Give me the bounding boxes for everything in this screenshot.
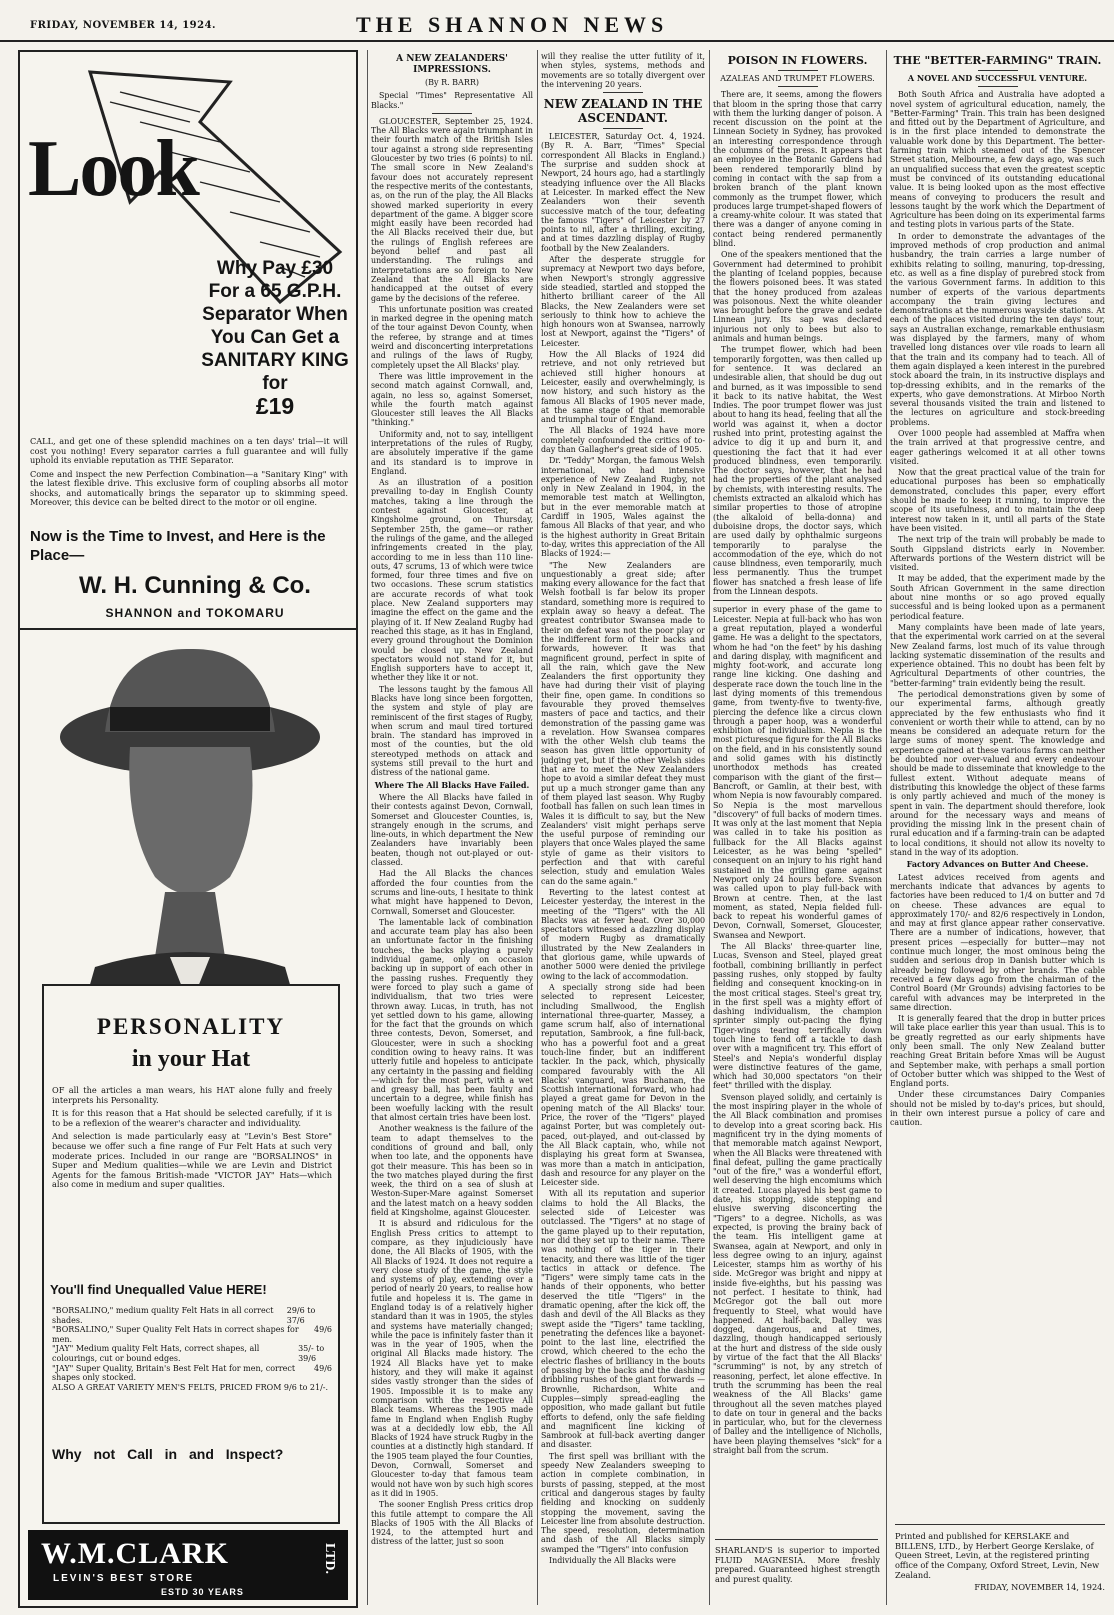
- article-paragraph: LEICESTER, Saturday Oct. 4, 1924. (By R. A. Barr, "Times" Special correspondent All Blacks in England.) The surprise and sudden shock at Newport, 24 hours ago, had a startlingly steadying influence over the All Blacks at Leicester. In marked effect the New Zealanders won their seventh successive match of the tour, defeating the famous "Tigers" of Leicester by 27 points to nil, after a thrilling, exciting, and at times dazzling display of Rugby football by the New Zealanders.: [541, 132, 705, 253]
- price-item: ALSO A GREAT VARIETY MEN'S FELTS, PRICED FROM 9/6 to 21/-.: [52, 1382, 329, 1392]
- article-paragraph: Many complaints have been made of late years, that the experimental work carried on at the several New Zealand farms, lost much of its value through lacking systematic dissemination of the results and experience obtained. This no doubt has been felt by Agricultural Departments of other countries, the "better-farming" train evidently being the result.: [890, 622, 1105, 688]
- divider: [895, 1524, 1105, 1525]
- company-name: W. H. Cunning & Co.: [79, 572, 311, 599]
- price-row: [52, 1344, 332, 1363]
- ad-paragraph: It is for this reason that a Hat should be selected carefully, if it is to be a reflexion of the wearer's character and individuality.: [52, 1108, 332, 1128]
- hat-ad-body: [52, 1086, 332, 1194]
- article-paragraph: After the desperate struggle for supremacy at Newport two days before, when Newport's strongly aggressive side steadied, startled and stopped the hitherto brilliant career of the All Blacks, the New Zealanders were set seriously to think how to achieve the high honours won at Swansea, narrowly lost at Newport, against the "Tigers" of Leicester.: [541, 255, 705, 348]
- article-paragraph: There are, it seems, among the flowers that bloom in the spring those that carry with them the lurking danger of poison. A recent discussion on the point at the Linnean Society in Sydney, has provoked an interesting correspondence through the columns of the press. It appears that an employee in the Botanic Gardens had been rendered temporarily blind by coming in contact with the sap from a broken branch of the plant known commonly as the trumpet flower, which produces large trumpet-shaped flowers of a creamy-white colour. It was stated that there was a danger of anyone coming in contact being rendered permanently blind.: [713, 90, 882, 249]
- ad-paragraph: And selection is made particularly easy at "Levin's Best Store" because we offer such a fine range of Fur Felt Hats at such very moderate prices. Included in our range are "BORSALINOS" in Super and Medium qualities—while we are Levin and District Agents for the famous British-made "VICTOR JAY" Hats—which also come in medium and super qualities.: [52, 1131, 332, 1190]
- look-headline: Look: [28, 125, 198, 213]
- article-paragraph: A specially strong side had been selected to represent Leicester, including Smallwood, the English international three-quarter, Massey, a game scrum half, also of international reputation, Sambrook, a fine full-back, who has a powerful foot and a great touch-line finder, but an indifferent tackler. In the pack, which, physically compared favourably with the All Blacks' vanguard, was Buchanan, the Scottish international forward, who had played a great game for Devon in the opening match of the All Blacks' tour. Price, the rover of the "Tigers" played against Porter, but was completely out-paced, out-played, and out-classed by the All Black captain, who, while not displaying his great form at Swansea, was more than a match in anticipation, dash and resource for any player on the Leicester side.: [541, 982, 705, 1188]
- article-paragraph: Reverting to the latest contest at Leicester yesterday, the interest in the meeting of the "Tigers" with the All Blacks was at fever heat. Over 30,000 spectators witnessed a dazzling display of modern Rugby as dramatically illustrated by the New Zealanders in that glorious game, while upwards of another 5000 were denied the privilege owing to the lack of accommodation.: [541, 887, 705, 981]
- article-paragraph: The lamentable lack of combination and accurate team play has also been an unfortunate factor in the finishing touches, the backs playing a purely individual game, only on occasion backing up in support of each other in the passing rushes. Frequently they were forced to play such a game of individualism, that two tries were thrown away. Lucas, in truth, has not yet settled down to his game, allowing for the fact that the grounds on which three contests, Devon, Somerset, and Gloucester, were in such a shocking condition owing to heavy rains. It was utterly futile and hopeless to anticipate any certainty in the passing and fielding—which for the most part, with a wet and greasy ball, has been faulty and uncertain to a degree, while finish has been woefully lacking with the result that almost certain tries have been lost.: [371, 917, 533, 1123]
- divider: [778, 70, 818, 71]
- publisher-imprint: [895, 1532, 1105, 1592]
- price-row: [52, 1325, 332, 1344]
- price-row: [52, 1383, 332, 1393]
- article-dek: Special "Times" Representative All Blacks.": [371, 91, 533, 110]
- article-headline: A NEW ZEALANDERS' IMPRESSIONS.: [396, 54, 508, 75]
- price-row: [52, 1306, 332, 1325]
- article-paragraph: Another weakness is the failure of the team to adapt themselves to the conditions of ground and ball, only when too late, and the opponents have got their measure. This has been so in the two matches played during the first week, the third on a sea of slush at Weston-Super-Mare against Somerset and the latest match on a heavy sodden field at Kingsholme, against Gloucester.: [371, 1124, 533, 1218]
- divider: [603, 92, 643, 93]
- store-name: W.M.CLARK: [41, 1537, 229, 1570]
- article-paragraph: This unfortunate position was created in marked degree in the opening match of the tour against Devon County, when the referee, by strange and at times weird and disconcerting interpretations and rulings of the laws of Rugby, completely upset the All Blacks' play.: [371, 304, 533, 370]
- divider: [715, 1539, 878, 1540]
- article-paragraph: The periodical demonstrations given by some of our experimental farms, although greatly appreciated by the few enthusiasts who find it convenient or worth their while to attend, can by no means be considered an adequate return for the large sums of money spent. The knowledge and experience gained at these various farms can neither be doubted nor over-valued and every endeavour should be made to disseminate that knowledge to the fullest extent. Without adequate means of distributing this knowledge the object of these farms is only partly achieved and much of the money is spent in vain. The department should therefore, look around for the necessary ways and means of providing the missing link in the present chain of rural education and if a farming-train can be adapted to local conditions, it should not allow its novelty to stand in the way of its adoption.: [890, 690, 1105, 858]
- divider: [978, 86, 1018, 87]
- magnesia-advert: SHARLAND'S is superior to imported FLUID MAGNESIA. More freshly prepared. Guaranteed highest strength and purest quality.: [715, 1545, 880, 1584]
- article-paragraph: It is generally feared that the drop in butter prices will take place earlier this year than usual. This is to be greatly regretted as our early shipments have only been small. The only New Zealand butter reaching Great Britain before Xmas will be August and September make, with perhaps a small portion of October butter which was shipped to the West of England ports.: [890, 1014, 1105, 1089]
- advertisement-panel: [18, 50, 358, 1608]
- invest-line: Now is the Time to Invest, and Here is the Place—: [30, 528, 326, 564]
- imprint-date: FRIDAY, NOVEMBER 14, 1924.: [974, 1581, 1105, 1592]
- article-subhead: A NOVEL AND SUCCESSFUL VENTURE.: [907, 73, 1088, 83]
- article-paragraph: In order to demonstrate the advantages of the improved methods of crop production and animal husbandry, the train carries a large number of exhibits relating to soiling, manuring, top-dressing, etc. as well as a fine display of purebred stock from the various Government farms. In addition to this number of experts of the various departments accompany the train giving lectures and demonstrations at the numerous wayside stations. At each of the places visited during the ten days' tour, says an Australian exchange, remarkable enthusiasm was displayed by the farmers, many of whom travelled long distances over vile roads to learn all that the train and its company had to teach. All of them again displayed a keen interest in the purebred stock aboard the train, in its instructive displays and top-dressing exhibits, and in the remarks of the experts, who gave demonstrations. At Mirboo North several thousands visited the train and listened to the lectures on agriculture and stock-breeding problems.: [890, 231, 1105, 427]
- article-paragraph: Latest advices received from agents and merchants indicate that advances by agents to factories have been reduced to 1/4 on butter and 7d on cheese. These advances are equal to approximately 170/- and 82/6 respectively in London, and may at first glance appear rather conservative. There are a number of indications, however, that present prices —especially for butter—may not continue much longer, the most ominous being the sudden and serious drop in Danish butter which is already being followed by other brands. The cable received a few days ago from the chairman of the Control Board (Mr Grounds) advising factories to be careful with advances may be interpreted in the same direction.: [890, 872, 1105, 1012]
- article-paragraph: Over 1000 people had assembled at Maffra when the train arrived at that progressive centre, and eager gatherings welcomed it at all other towns visited.: [890, 428, 1105, 466]
- newspaper-title: THE SHANNON NEWS: [356, 12, 669, 37]
- divider: [603, 128, 643, 129]
- article-headline: THE "BETTER-FARMING" TRAIN.: [893, 54, 1102, 67]
- article-subhead: Factory Advances on Butter And Cheese.: [906, 859, 1089, 870]
- article-paragraph: The trumpet flower, which had been temporarily forgotten, was then called up for sentence. It was declared an undesirable alien, that should be dug out and burned, as it was impossible to send it back to its native habitat, the West Indies. The poor trumpet flower was just about to hang its head, feeling that all the world was against it, when a doctor rushed into print, protesting against the advice to dig it up and burn it, and questioning the fact that it had ever produced blindness, even temporarily. The doctor says, however, that he had had the properties of the plant analysed by chemists, with interesting results. The chemists extracted an alkaloid which has similar properties to those of atropine (the alkaloid of bella-donna) and duboisine drops, the doctor says, which are used daily by ophthalmic surgeons temporarily to paralyse the accommodation of the eye, which do not cause blindness, even temporarily, much less permanently. Thus the trumpet flower has snatched a fresh lease of life from the Linnean despots.: [713, 345, 882, 597]
- article-paragraph: The All Blacks of 1924 have more completely confounded the critics of to-day than Gallagher's great side of 1905.: [541, 426, 705, 454]
- article-paragraph: It is absurd and ridiculous for the English Press critics to attempt to compare, as they injudiciously have done, the All Blacks of 1905, with the All Blacks of 1924. It does not require a very close study of the game, the style and systems of play, extending over a period of nearly 20 years, to realise how futile and hopeless it is. The game in England today is of a relatively higher standard than it was in 1905, the styles and systems have materially changed; while the pace is infinitely faster than it was in the year of 1905, when the original All Blacks made history. The 1924 All Blacks have yet to make history, and they will make it against sides vastly stronger than the sides of 1905. Impossible it is to make any comparison with the respective All Black teams. Whereas the 1905 made fame in England when English Rugby was at a decidedly low ebb, the All Blacks of 1924 have struck Rugby in the counties at a distinctly high standard. If the 1905 team played the four Counties, Devon, Cornwall, Somerset and Gloucester to-day that famous team would not have won by such high scores as it did in 1905.: [371, 1219, 533, 1498]
- article-paragraph: There was little improvement in the second match against Cornwall, and, again, no less so, against Somerset, while the fourth match against Gloucester still leaves the All Blacks "thinking.": [371, 371, 533, 428]
- article-lead-in: will they realise the utter futility of it, when styles, systems, methods and movements are so totally divergent over the intervening 20 years.: [541, 52, 705, 89]
- article-paragraph: Both South Africa and Australia have adopted a novel system of agricultural education, namely, the "Better-Farming" Train. This train has been designed and fitted out by the Department of Agriculture, and is in the first place intended to demonstrate the valuable work done by this Department. The better-farming train which steamed out of the Spencer Street station, Melbourne, a few days ago, was such an unqualified success that even the greatest sceptic must be convinced of its outstanding educational value. It is being looked upon as the most effective means of conveying to producers the result and lessons taught by the work which the Department of Agriculture has been doing on its experimental farms and testing plots in various parts of the State.: [890, 90, 1105, 230]
- article-paragraph: "The New Zealanders are unquestionably a great side; after making every allowance for the fact that Welsh football is far below its proper standard, something more is required to explain away so heavy a defeat. The greatest contributor Swansea made to their on defeat was not the poor play or the indifferent form of their backs and forwards, however. It was that magnificent ground, perfect in spite of all the rain, which gave the New Zealanders the first opportunity they have had during their visit of playing their fine, open game. In conditions so favourable they proved themselves masters of pace and tactics, and their demonstration of the passing game was a revelation. How Swansea compares with the other Welsh club teams the season has given little opportunity of judging yet, but if the other Welsh sides that are to meet the New Zealanders hope to avoid a similar defeat they must put up a much stronger game than any of them played last season. Why Rugby football has fallen on such lean times in Wales it is difficult to say, but the New Zealanders' visit might perhaps serve the useful purpose of reminding our players that once Wales played the same style of game as their visitors to perfection and that with careful selection, study and emulation Wales can do the same again.": [541, 560, 705, 886]
- divider: [20, 628, 356, 630]
- article-paragraph: The All Blacks' three-quarter line, Lucas, Svenson and Steel, played great football, combining brilliantly in perfect passing rushes, only stopped by faulty fielding and consequent knocking-on in the most critical stages. Steel's great try, in the first spell was a mighty effort of dashing individualism, the champion sprinter simply out-pacing the flying Tiger-wings tearing terrifically down touch line to fend off a tackle to dash over with a magnificent try. This effort of Steel's and Nepia's wonderful display were distinctive features of the game, which had 30,000 spectators "on their feet" thrilled with the display.: [713, 942, 882, 1091]
- company-locations: SHANNON and TOKOMARU: [105, 606, 285, 620]
- article-paragraph: Had the All Blacks the chances afforded the four counties from the scrums and line-outs, I hesitate to think what might have happened to Devon, Cornwall, Somerset and Gloucester.: [371, 869, 533, 916]
- article-headline: POISON IN FLOWERS.: [727, 54, 868, 67]
- article-paragraph: The next trip of the train will probably be made to South Gippsland districts early in November. Afterwards portions of the Western district will be visited.: [890, 535, 1105, 573]
- column-rule: [886, 50, 887, 1605]
- divider: [778, 86, 818, 87]
- article-paragraph: Now that the great practical value of the train for educational purposes has been so emphatically demonstrated, concludes this paper, every effort should be made to keep it running, to improve the scope of its usefulness, and to maintain the deep interest now taken in it, until all parts of the State have been visited.: [890, 468, 1105, 533]
- article-paragraph: It may be added, that the experiment made by the South African Government in the same direction about nine months or so ago proved equally successful and is being looked upon as a permanent periodical feature.: [890, 574, 1105, 621]
- article-subhead: AZALEAS AND TRUMPET FLOWERS.: [720, 74, 875, 83]
- article-byline: (By R. BARR): [425, 78, 479, 87]
- article-paragraph: The sooner English Press critics drop this futile attempt to compare the All Blacks of 1905 with the All Blacks of 1924, to the attempted hurt and distress of the latter, just so soon: [371, 1500, 533, 1547]
- value-heading: You'll find Unequalled Value HERE!: [50, 1282, 267, 1297]
- price-value: 35/- to 39/6: [298, 1344, 325, 1363]
- article-paragraph: Uniformity and, not to say, intelligent interpretations of the rules of Rugby, are absolutely imperative if the game and its standard is to improve in England.: [371, 429, 533, 476]
- price-value: 29/6 to 37/6: [286, 1306, 316, 1325]
- article-nz-ascendant: [541, 52, 705, 1612]
- price-item: "BORSALINO," medium quality Felt Hats in all correct shades.: [52, 1306, 274, 1325]
- article-paragraph: Individually the All Blacks were: [549, 1556, 676, 1566]
- article-paragraph: With all its reputation and superior claims to hold the All Blacks, the selected side of Leicester was outclassed. The "Tigers" at no stage of the game played up to their reputation, nor did they set up to their name. There was nothing of the tiger in their tenacity, and there was little of the tiger tactics in attack or defence. The "Tigers" were simply tame cats in the hands of their opponents, who better deserved the title "Tigers" in the dramatic opening, after the kick off, the dash and devil of the All Blacks as they swept aside the "Tigers" tame tackling, penetrating the defences like a bayonet-point to the last line, electrified the crowd, which cheered to the echo the electric flashes of brilliancy in the bouts of passing by the backs and the dashing dribbling rushes of the giant forwards —Brownlie, Richardson, White and Cupples—simply spread-eagling the opposition, who made gallant but futile efforts to defend, only the safe fielding and magnificent line kicking of Sambrook at full-back averting danger and disaster.: [541, 1189, 705, 1450]
- hat-price-list: [52, 1306, 332, 1392]
- hat-ad-subtitle: in your Hat: [131, 1046, 251, 1072]
- column-rule: [709, 50, 710, 1605]
- divider: [432, 113, 472, 114]
- article-paragraph: How the All Blacks of 1924 did retrieve, and not only retrieved but achieved still higher honours at Leicester, easily and overwhelmingly, is now history, and such history as the famous All Blacks of 1905 never made, at the same stage of that memorable and triumphal tour of England.: [541, 350, 705, 425]
- price-value: 49/6: [314, 1363, 332, 1373]
- price-item: "JAY" Super Quality, Britain's Best Felt Hat for men, correct shapes only stocked.: [52, 1363, 296, 1383]
- article-paragraph: One of the speakers mentioned that the Government had determined to prohibit the planting of Iceland poppies, because the flowers poisoned bees. It was stated that the honey produced from azaleas was poisonous. Next the white oleander was brought before the grave and sedate Linnean jury. Its sap was declared injurious not only to bees but also to animals and human beings.: [713, 250, 882, 344]
- article-paragraph: The first spell was brilliant with the speedy New Zealanders sweeping to action in complete combination, in bursts of passing, stepped, at the most critical and dangerous stages by faulty fielding and knocking on suddenly stopping the movement, saving the Leicester line from absolute destruction. The speed, resolution, determination and dash of the All Blacks simply swamped the "Tigers" into confusion: [541, 1451, 705, 1554]
- imprint-text: Printed and published for KERSLAKE and BILLENS, LTD., by Herbert George Kerslake, of Queen Street, Levin, at the registered printing office of the Company, Oxford Street, Levin, New Zealand.: [895, 1531, 1100, 1580]
- column-rule: [537, 50, 538, 1605]
- offer-line: You Can Get a: [210, 327, 340, 348]
- hat-ad-title: PERSONALITY: [96, 1014, 286, 1039]
- article-subhead: Where The All Blacks Have Failed.: [374, 779, 530, 790]
- issue-date: FRIDAY, NOVEMBER 14, 1924.: [30, 20, 217, 31]
- article-paragraph: GLOUCESTER, September 25, 1924. The All Blacks were again triumphant in their fourth match of the British Isles tour against a strong side representing Gloucester by two tries (6 points) to nil. The small score in New Zealand's favour does not accurately represent the respective merits of the contestants, as, on the run of the play, the All Blacks showed marked superiority in every department of the game. A bigger score might easily have been recorded had the All Blacks received their due, but the rulings of English referees are beyond belief and past all understanding. The rulings and interpretations are so foreign to New Zealand that the All Blacks are handicapped at the outset of every game by the decisions of the referee.: [371, 116, 533, 303]
- hat-advertisement: [42, 984, 340, 1524]
- price-item: "BORSALINO," Super Quality Felt Hats in correct shapes for men.: [52, 1325, 299, 1344]
- article-paragraph: The lessons taught by the famous All Blacks have long since been forgotten, the system and style of play are reminiscent of the first stages of Rugby, when scrum and maul tired tortured brain. The standard has improved in most of the counties, but the old stereotyped methods on attack and systems still prevail to the hurt and distress of the national game.: [371, 684, 533, 778]
- offer-line: for: [262, 373, 288, 394]
- column-rule: [367, 50, 368, 1605]
- ad-paragraph: CALL, and get one of these splendid machines on a ten days' trial—it will cost you nothing! Every separator carries a full guarantee and will fully uphold its enviable reputation as THE Separator.: [30, 436, 348, 465]
- store-tagline: LEVIN'S BEST STORE: [53, 1573, 194, 1584]
- offer-line: For a 65 G.P.H.: [208, 281, 342, 302]
- article-better-farming-train: [890, 52, 1105, 1520]
- divider: [713, 600, 882, 601]
- article-poison-flowers: [713, 52, 882, 1532]
- separator-offer: [195, 257, 355, 418]
- article-headline: NEW ZEALAND IN THE ASCENDANT.: [543, 97, 703, 126]
- article-paragraph: As an illustration of a position prevailing to-day in English County matches, taking a line through the contest against Gloucester, at Kingsholme ground, on Thursday, September 25th, the game—or rather the rulings of the game, and the alleged infringements created in the play, according to me in less than 110 line-outs, 47 scrums, 13 of which were twice formed, four three times and five on two occasions. These scrum statistics are accurate records of what took place. New Zealand supporters may imagine the effect on the game and the playing of it. If New Zealand Rugby had reached this stage, as it has in England, every ground throughout the Dominion would be closed up. New Zealand spectators would not stand for it, but English supporters have to accept it, whether they like it or not.: [371, 478, 533, 683]
- ad-paragraph: OF all the articles a man wears, his HAT alone fully and freely interprets his Personality.: [52, 1085, 332, 1105]
- article-paragraph: Under these circumstances Dairy Companies should not be misled by to-day's prices, but should, in their own interest pursue a policy of care and caution.: [890, 1090, 1105, 1128]
- ad-paragraph: Come and inspect the new Perfection Combination—a "Sanitary King" with the latest flexible drive. This exclusive form of coupling absorbs all motor shocks, and automatically brings the separator up to skimming speed. Moreover, this device can be belted direct to the motor or oil engine.: [30, 468, 348, 507]
- price-row: [52, 1364, 332, 1383]
- offer-line: Separator When: [202, 304, 348, 325]
- separator-ad-body: [30, 437, 348, 512]
- article-paragraph: Dr. "Teddy" Morgan, the famous Welsh international, who had intensive experience of New Zealand Rugby, not only in New Zealand in 1904, in the memorable test match at Wellington, but in the ever memorable match at Cardiff in 1905, Wales against the famous All Blacks of that year, and who is the highest authority in Great Britain to-day, writes this appreciation of the All Blacks of 1924:—: [541, 456, 705, 559]
- offer-price: £19: [255, 393, 295, 419]
- offer-line: SANITARY KING: [201, 350, 349, 371]
- store-logo: [28, 1530, 348, 1600]
- man-in-hat-illustration: [55, 637, 325, 1037]
- article-paragraph: Where the All Blacks have failed in their contests against Devon, Cornwall, Somerset and Gloucester Counties, is, strangely enough in the scrums, and line-outs, in which department the New Zealanders have invariably been beaten, though not out-played or out-classed.: [371, 792, 533, 868]
- article-paragraph: superior in every phase of the game to Leicester. Nepia at full-back who has won a great reputation, played a wonderful game. He was a delight to the spectators, whom he had "on the feet" by his dashing and daring display, with magnificent and mighty foot-work, and accurate long range line kicking. One dashing and desperate race down the touch line in the last dying moments of this tremendous game, from twenty-five to twenty-five, piercing the defence like a circus clown through a paper hoop, was a wonderful exhibition of individualism. Nepia is the most picturesque figure for the All Blacks on the field, and in his consistently sound and solid games with his distinctly unorthodox methods has created comparison with the giant of the first—Bancroft, or Gamlin, at their best, with whom Nepia is now favourably compared. So Nepia is the most marvellous "discovery" of full backs of modern times. It was only at the last moment that Nepia was called in to take his position as fullback for the All Blacks against Leicester, as he was being "spelled" consequent on an injury to his right hand sustained in the grilling game against Newport only 24 hours before. Svenson was called upon to play full-back with Brown at centre. Then, at the last moment, as stated, Nepia fielded full-back to repeat his wonderful games of Devon, Cornwall, Somerset, Gloucester, Swansea and Newport.: [713, 605, 882, 940]
- store-established: ESTD 30 YEARS: [161, 1587, 244, 1597]
- call-to-action: Why not Call in and Inspect?: [52, 1446, 284, 1462]
- divider: [978, 70, 1018, 71]
- price-value: 49/6: [314, 1325, 332, 1335]
- masthead: [0, 0, 1114, 42]
- store-ltd: LTD.: [322, 1543, 337, 1575]
- article-paragraph: Svenson played solidly, and certainly is the most inspiring player in the whole of the All Black combination and promises to develop into a great scoring back. His magnificent try in the dying moments of that memorable match against Newport, when the All Blacks were threatened with final defeat, pulling the game practically "out of the fire," was a wonderful effort, well deserving the high encomiums which it created. Lucas played his best game to date, his stopping, side stepping and elusive swerving disconcerting the "Tigers" to a degree. Nicholls, as was expected, is proving the brainy back of the team. His intelligent game at Swansea, again at Newport, and only in less degree owing to an injury, against Leicester, stamps him as worthy of his side. McGregor was bright and nippy at inside five-eighths, but his passing was not perfect. I hesitate to think, had McGregor got the ball out more frequently to Steel, what would have happened. At half-back, Dalley was dogged, dangerous, and at times, dazzling, though handicapped seriously at the hurt and distress of the side ously by virtue of the fact that the All Blacks' "scrumming" is not, by any stretch of reasoning, perfect, let alone effective. In truth the scrumming has been the real weakness of the All Blacks' game throughout all the seven matches played to date on tour in general and the backs in particular, who, but for the cleverness of Dalley and the intelligence of Nicholls, have been playing themselves "sick" for a straight ball from the scrum.: [713, 1092, 882, 1456]
- price-item: "JAY" Medium quality Felt Hats, correct shapes, all colourings, cut or bound edges.: [52, 1344, 260, 1363]
- offer-line: Why Pay £30: [216, 258, 334, 279]
- article-nz-impressions: [371, 52, 533, 1612]
